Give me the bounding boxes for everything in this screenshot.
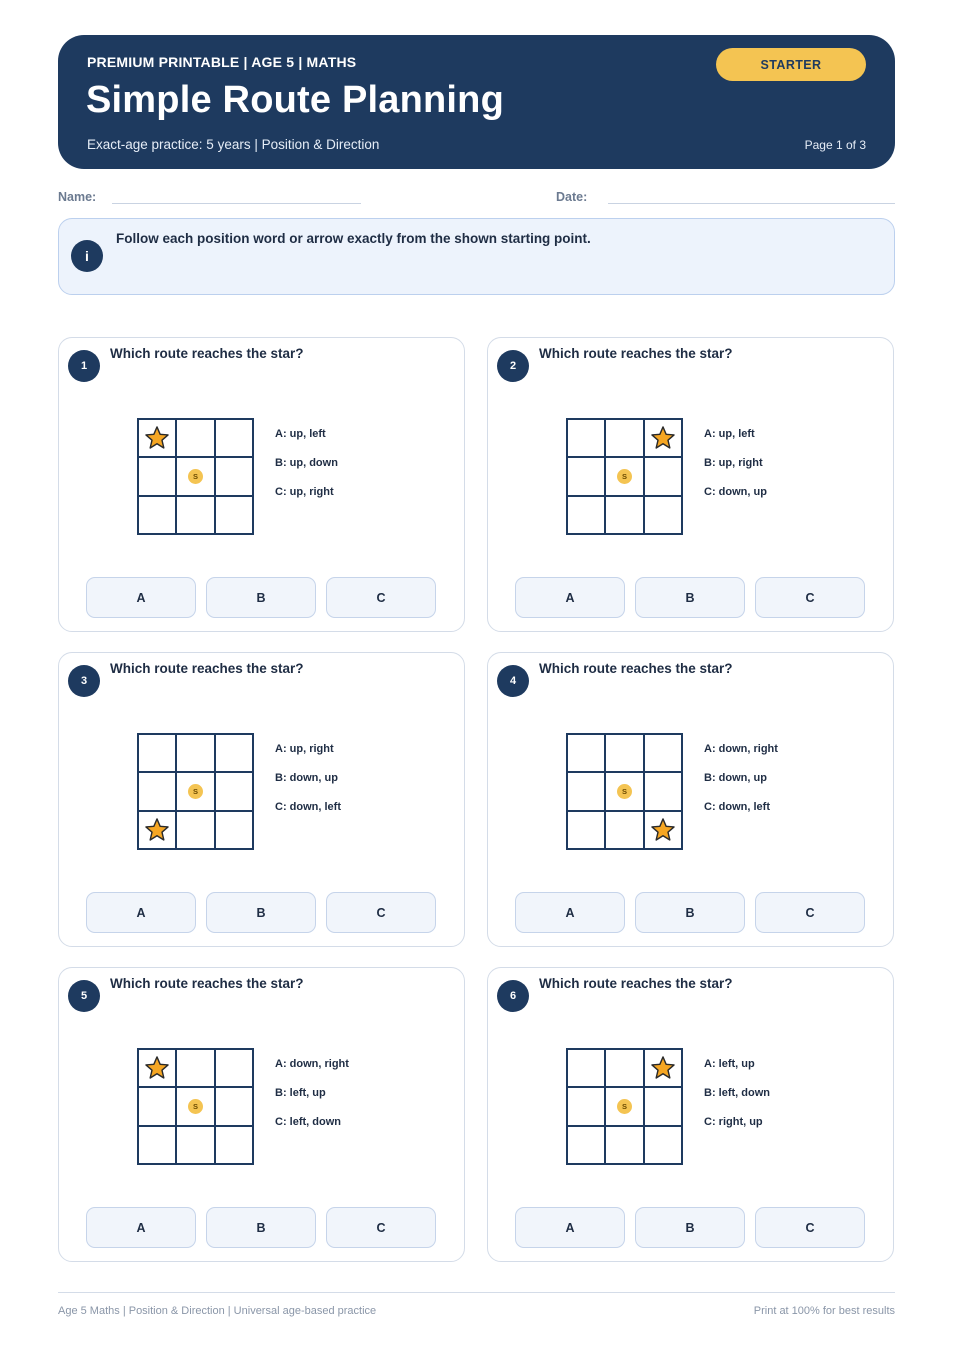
question-card [58,337,465,632]
answer-choices [86,1207,436,1248]
grid-cell [176,1049,214,1087]
star-icon [144,1055,170,1081]
grid-cell [567,419,605,457]
route-options [704,743,778,830]
question-number: 6 [497,980,529,1012]
answer-button-a[interactable]: A [515,1207,625,1248]
answer-button-b[interactable]: B [635,577,745,618]
grid-cell [176,419,214,457]
grid-cell [567,772,605,810]
route-options [275,743,341,830]
grid-cell [138,457,176,495]
grid-cell [138,1087,176,1125]
start-marker: S [188,469,203,484]
question-number: 2 [497,350,529,382]
route-options [704,428,767,515]
answer-button-a[interactable]: A [86,577,196,618]
question-prompt: Which route reaches the star? [110,661,304,676]
route-option: A: down, right [704,743,778,755]
question-card [58,967,465,1262]
answer-button-c[interactable]: C [755,892,865,933]
instruction-text: Follow each position word or arrow exactly from the shown starting point. [116,231,591,246]
start-marker: S [188,784,203,799]
answer-choices [515,892,865,933]
answer-choices [515,577,865,618]
grid-cell [567,496,605,534]
grid-cell [605,734,643,772]
grid-cell [605,457,643,495]
route-option: B: left, up [275,1087,326,1099]
route-option: B: down, up [275,772,338,784]
route-option: B: left, down [704,1087,770,1099]
grid-cell [138,772,176,810]
question-card [487,337,894,632]
page-indicator: Page 1 of 3 [804,138,866,152]
star-icon [650,1055,676,1081]
grid-cell [644,1087,682,1125]
route-option: C: right, up [704,1116,763,1128]
grid-cell [215,457,253,495]
star-icon [144,425,170,451]
footer-right-text: Print at 100% for best results [753,1305,895,1317]
grid-cell [176,457,214,495]
answer-button-a[interactable]: A [86,1207,196,1248]
question-number: 5 [68,980,100,1012]
grid-cell [215,772,253,810]
grid-cell [138,734,176,772]
grid-cell [644,811,682,849]
grid-cell [138,496,176,534]
grid-cell [215,496,253,534]
route-option: C: down, left [275,801,341,813]
question-card [487,652,894,947]
grid-cell [605,1087,643,1125]
route-option: A: up, right [275,743,334,755]
answer-button-c[interactable]: C [755,1207,865,1248]
grid-cell [176,734,214,772]
instruction-box [58,218,895,295]
grid-cell [176,772,214,810]
route-grid [137,1048,254,1165]
info-icon: i [71,240,103,272]
grid-cell [176,496,214,534]
answer-choices [86,577,436,618]
grid-cell [567,457,605,495]
grid-cell [138,1049,176,1087]
header-subtitle: Exact-age practice: 5 years | Position & Direction [87,137,380,152]
answer-button-b[interactable]: B [635,1207,745,1248]
answer-button-a[interactable]: A [86,892,196,933]
grid-cell [138,811,176,849]
question-number: 4 [497,665,529,697]
page-title: Simple Route Planning [86,79,505,121]
question-prompt: Which route reaches the star? [539,346,733,361]
grid-cell [176,811,214,849]
grid-cell [215,734,253,772]
question-prompt: Which route reaches the star? [539,661,733,676]
grid-cell [176,1126,214,1164]
grid-cell [605,496,643,534]
start-marker: S [617,469,632,484]
grid-cell [138,1126,176,1164]
star-icon [144,817,170,843]
question-prompt: Which route reaches the star? [110,976,304,991]
grid-cell [605,811,643,849]
question-card [58,652,465,947]
grid-cell [215,1087,253,1125]
star-icon [650,817,676,843]
question-prompt: Which route reaches the star? [110,346,304,361]
answer-button-c[interactable]: C [755,577,865,618]
question-number: 3 [68,665,100,697]
route-options [275,1058,349,1145]
grid-cell [644,457,682,495]
grid-cell [644,419,682,457]
answer-choices [86,892,436,933]
footer-divider [58,1292,895,1293]
answer-button-b[interactable]: B [635,892,745,933]
grid-cell [605,419,643,457]
route-option: A: up, left [275,428,326,440]
star-icon [650,425,676,451]
route-options [704,1058,770,1145]
route-option: C: down, up [704,486,767,498]
grid-cell [215,419,253,457]
grid-cell [567,734,605,772]
route-option: C: up, right [275,486,334,498]
name-label: Name: [58,190,97,204]
date-field[interactable] [608,203,895,204]
route-option: A: up, left [704,428,755,440]
grid-cell [567,811,605,849]
route-option: B: up, down [275,457,338,469]
route-option: C: down, left [704,801,770,813]
answer-button-b[interactable]: B [206,1207,316,1248]
grid-cell [567,1126,605,1164]
answer-button-b[interactable]: B [206,577,316,618]
answer-button-c[interactable]: C [326,1207,436,1248]
answer-button-a[interactable]: A [515,892,625,933]
route-grid [566,733,683,850]
answer-button-c[interactable]: C [326,577,436,618]
route-grid [137,418,254,535]
route-option: A: down, right [275,1058,349,1070]
date-label: Date: [556,190,588,204]
grid-cell [138,419,176,457]
grid-cell [644,772,682,810]
route-option: B: down, up [704,772,767,784]
start-marker: S [617,1099,632,1114]
grid-cell [644,1049,682,1087]
grid-cell [644,734,682,772]
grid-cell [215,811,253,849]
grid-cell [176,1087,214,1125]
answer-button-b[interactable]: B [206,892,316,933]
route-grid [137,733,254,850]
grid-cell [605,1049,643,1087]
answer-button-c[interactable]: C [326,892,436,933]
start-marker: S [617,784,632,799]
start-marker: S [188,1099,203,1114]
route-grid [566,1048,683,1165]
answer-choices [515,1207,865,1248]
answer-button-a[interactable]: A [515,577,625,618]
route-grid [566,418,683,535]
level-badge: STARTER [716,48,866,81]
grid-cell [644,1126,682,1164]
grid-cell [605,1126,643,1164]
route-options [275,428,338,515]
grid-cell [644,496,682,534]
route-option: B: up, right [704,457,763,469]
name-field[interactable] [112,203,361,204]
grid-cell [605,772,643,810]
question-number: 1 [68,350,100,382]
grid-cell [567,1087,605,1125]
grid-cell [215,1126,253,1164]
grid-cell [215,1049,253,1087]
route-option: C: left, down [275,1116,341,1128]
header-eyebrow: PREMIUM PRINTABLE | AGE 5 | MATHS [87,54,357,70]
grid-cell [567,1049,605,1087]
question-prompt: Which route reaches the star? [539,976,733,991]
route-option: A: left, up [704,1058,755,1070]
worksheet-header [58,35,895,169]
question-card [487,967,894,1262]
footer-left-text: Age 5 Maths | Position & Direction | Universal age-based practice [58,1305,377,1317]
